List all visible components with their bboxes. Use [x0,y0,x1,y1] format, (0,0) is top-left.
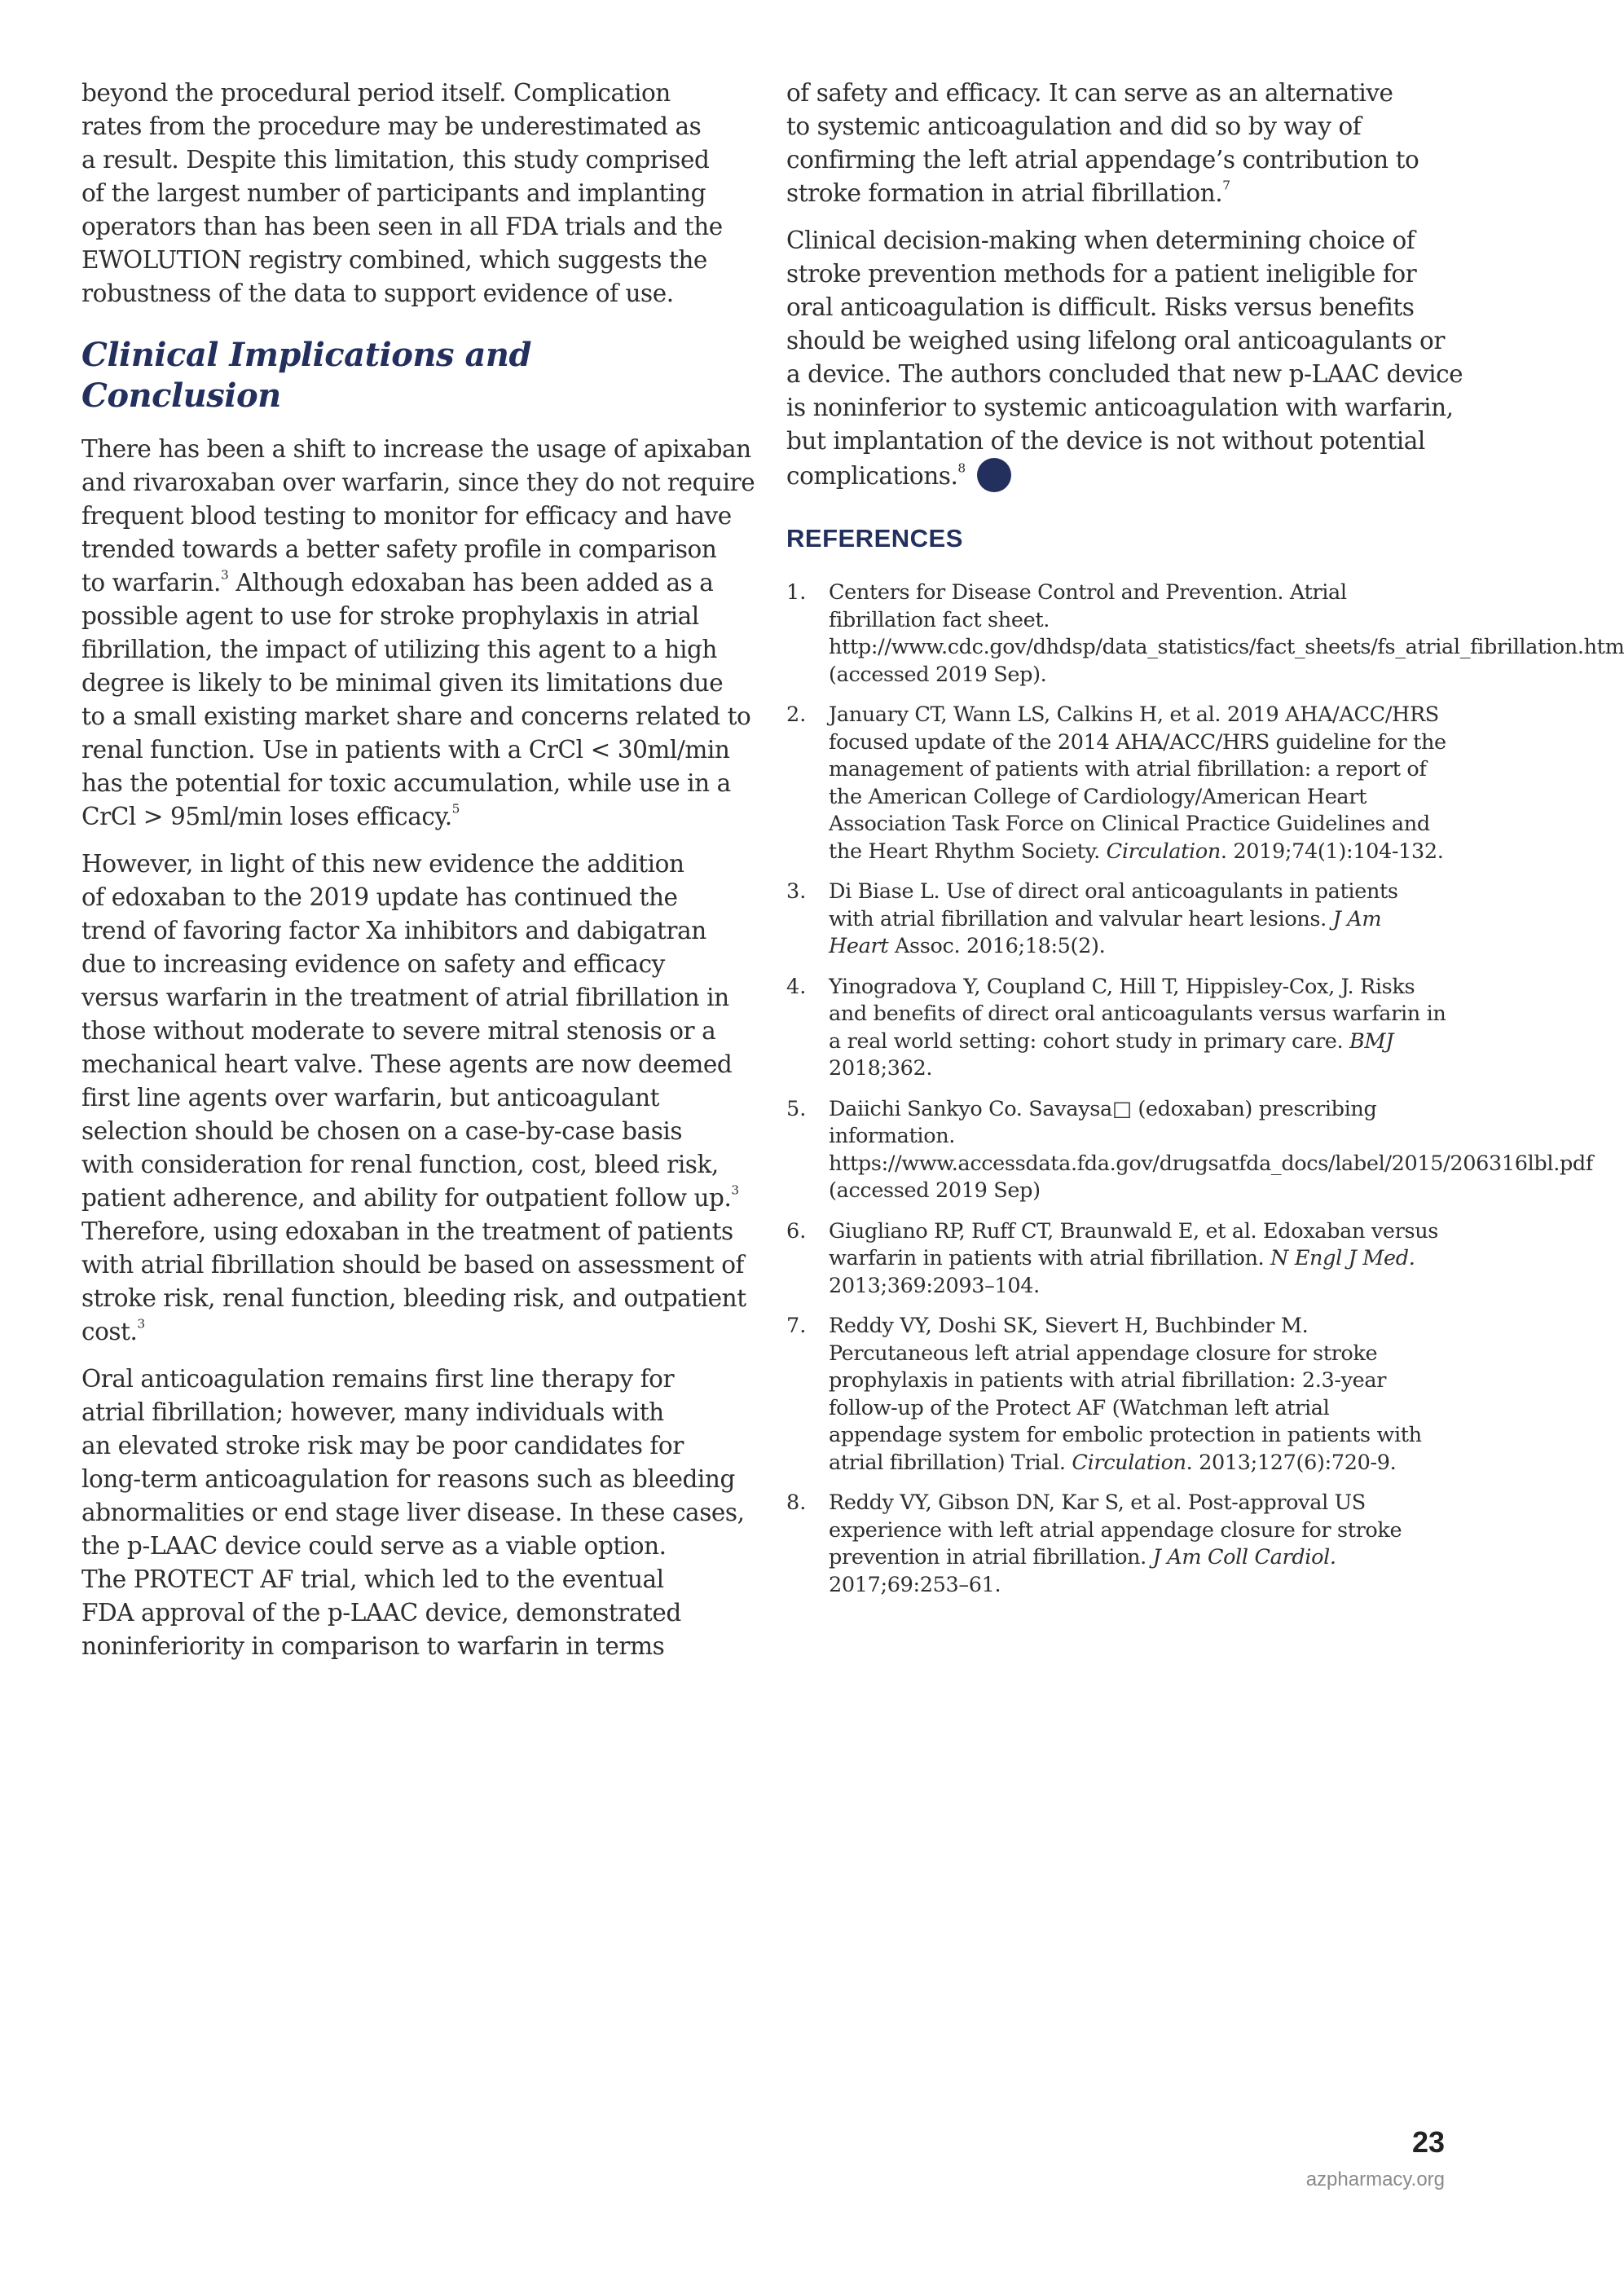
reference-text [829,878,1446,961]
citation-superscript: 5 [451,801,460,817]
text-line: The PROTECT AF trial, which led to the eventual [81,1565,664,1593]
text-line: first line agents over warfarin, but anticoagulant [81,1084,660,1112]
reference-journal: J Am Coll Cardiol. [1152,1545,1336,1570]
text-line: FDA approval of the p-LAAC device, demonstrated [81,1599,681,1627]
text-line: There has been a shift to increase the usage of apixaban [81,435,751,463]
text-line: confirming the left atrial appendage’s contribution to [786,146,1419,174]
text-line: Oral anticoagulation remains first line therapy for [81,1365,675,1393]
text-line: the p-LAAC device could serve as a viable option. [81,1532,667,1560]
text-line: stroke risk, renal function, bleeding risk, and outpatient [81,1284,746,1312]
text-line: to a small existing market share and concerns related to [81,702,751,730]
reference-details: . 2019;74(1):104-132. [1220,839,1444,864]
citation-superscript: 7 [1222,178,1230,193]
text-line: possible agent to use for stroke prophylaxis in atrial [81,602,699,630]
text-line: mechanical heart valve. These agents are now deemed [81,1050,733,1078]
reference-item [786,974,1446,1083]
reference-number: 7. [786,1314,807,1338]
line-text: CrCl > 95ml/min loses efficacy. [81,803,452,830]
text-line: versus warfarin in the treatment of atrial fibrillation in [81,984,729,1011]
end-of-article-dot-icon [977,458,1011,492]
text-line: robustness of the data to support evidence of use. [81,280,674,307]
references-heading: REFERENCES [786,524,963,553]
reference-citation: Reddy VY, Doshi SK, Sievert H, Buchbinder M. Percutaneous left atrial appendage closure for stroke prophylaxis in patients with atrial fibrillation: 2.3-year follow-up of the Protect AF (Watchman left atrial appendage system for embolic protection in patients with atrial fibrillation) Trial. [829,1314,1422,1475]
text-line: of safety and efficacy. It can serve as an alternative [786,79,1393,107]
line-text: stroke formation in atrial fibrillation. [786,179,1223,207]
text-line: fibrillation, the impact of utilizing this agent to a high [81,636,717,663]
reference-text [829,1313,1446,1477]
text-line: a result. Despite this limitation, this study comprised [81,146,710,174]
reference-item [786,1096,1593,1205]
paragraph-edoxaban-shift [81,433,755,834]
text-line: However, in light of this new evidence the addition [81,850,684,878]
reference-number: 3. [786,879,807,904]
reference-number: 8. [786,1490,807,1515]
text-line: trended towards a better safety profile in comparison [81,535,717,563]
reference-text [829,579,1624,689]
reference-text [829,1218,1446,1301]
text-line: Clinical decision-making when determining choice of [786,227,1415,254]
reference-citation: January CT, Wann LS, Calkins H, et al. 2019 AHA/ACC/HRS focused update of the 2014 AHA/ACC/HRS guideline for the management of patients with atrial fibrillation: a report of the American College of Cardiology/American Heart Association Task Force on Clinical Practice Guidelines and the Heart Rhythm Society. [829,702,1446,864]
paragraph-oral-anticoagulation [81,1363,745,1663]
text-line: but implantation of the device is not without potential [786,427,1425,455]
reference-citation: Reddy VY, Gibson DN, Kar S, et al. Post-approval US experience with left atrial appendage closure for stroke prevention in atrial fibrillation. [829,1490,1402,1570]
line-text: cost. [81,1318,138,1345]
text-line: with atrial fibrillation should be based on assessment of [81,1251,745,1279]
line-text: complications. [786,462,958,490]
reference-item [786,1218,1446,1301]
reference-details: Assoc. 2016;18:5(2). [888,934,1106,958]
text-line [81,800,733,834]
text-line: with consideration for renal function, cost, bleed risk, [81,1151,719,1178]
reference-journal: BMJ [1349,1028,1394,1054]
reference-details: . 2013;127(6):720-9. [1186,1450,1397,1475]
reference-details: 2013;369:2093–104. [829,1273,1040,1298]
text-line: degree is likely to be minimal given its limitations due [81,669,724,697]
text-line: due to increasing evidence on safety and efficacy [81,950,665,978]
paragraph-clinical-decision [786,224,1463,493]
reference-text [829,1096,1593,1205]
reference-number: 2. [786,702,807,727]
text-line: is noninferior to systemic anticoagulation with warfarin, [786,394,1454,421]
reference-item [786,702,1446,865]
reference-item [786,878,1446,961]
text-line: to systemic anticoagulation and did so by way of [786,112,1362,140]
section-heading: Clinical Implications and Conclusion [81,336,531,415]
citation-superscript: 8 [957,460,966,476]
text-line: has the potential for toxic accumulation, while use in a [81,769,731,797]
footer-website: azpharmacy.org [1305,2168,1445,2190]
references-list [786,579,1624,1599]
text-line: of the largest number of participants and implanting [81,179,706,207]
page-number: 23 [1411,2125,1445,2159]
text-line [81,566,733,600]
left-column [81,77,755,1663]
text-line: a device. The authors concluded that new p-LAAC device [786,360,1463,388]
citation-superscript: 3 [220,567,229,583]
reference-item [786,1490,1446,1599]
text-line: renal function. Use in patients with a CrCl < 30ml/min [81,736,730,764]
text-line: beyond the procedural period itself. Complication [81,79,671,107]
reference-item [786,579,1624,689]
reference-journal: N Engl J Med. [1270,1246,1415,1270]
text-line: an elevated stroke risk may be poor candidates for [81,1432,684,1459]
reference-number: 5. [786,1096,807,1121]
reference-citation: Yinogradova Y, Coupland C, Hill T, Hippisley-Cox, J. Risks and benefits of direct oral anticoagulants versus warfarin in a real world setting: cohort study in primary care. [829,974,1446,1054]
line-text: patient adherence, and ability for outpatient follow up. [81,1184,732,1212]
text-line: long-term anticoagulation for reasons such as bleeding [81,1465,735,1493]
text-line: stroke prevention methods for a patient ineligible for [786,260,1417,288]
reference-number: 1. [786,580,807,605]
text-line: should be weighed using lifelong oral anticoagulants or [786,327,1445,354]
text-line: rates from the procedure may be underestimated as [81,112,702,140]
reference-details: 2018;362. [829,1056,933,1081]
text-line: EWOLUTION registry combined, which suggests the [81,246,707,274]
text-line: Therefore, using edoxaban in the treatment of patients [81,1217,733,1245]
text-line: abnormalities or end stage liver disease. In these cases, [81,1499,745,1526]
text-line [786,177,1446,210]
reference-text [829,702,1446,865]
text-line [81,1315,733,1349]
reference-item [786,1313,1446,1477]
line-text: to warfarin. [81,569,221,597]
text-line: and rivaroxaban over warfarin, since they do not require [81,469,755,496]
reference-citation: Centers for Disease Control and Prevention. Atrial fibrillation fact sheet. http://www.cdc.gov/dhdsp/data_statistics/fact_sheets/fs_atrial_fibrillation.htm (accessed 2019 Sep). [829,580,1624,687]
text-line: of edoxaban to the 2019 update has continued the [81,883,678,911]
text-line [81,1182,739,1215]
line-text: Although edoxaban has been added as a [228,569,714,597]
text-line: operators than has been seen in all FDA trials and the [81,213,723,240]
text-line: trend of favoring factor Xa inhibitors and dabigatran [81,917,706,944]
reference-citation: Giugliano RP, Ruff CT, Braunwald E, et al. Edoxaban versus warfarin in patients with atrial fibrillation. [829,1218,1439,1270]
reference-journal: J Am Heart [829,906,1382,958]
text-line: frequent blood testing to monitor for efficacy and have [81,502,732,530]
citation-superscript: 3 [137,1316,145,1332]
text-line: atrial fibrillation; however, many individuals with [81,1398,664,1426]
reference-number: 4. [786,974,807,999]
text-line [786,458,1446,493]
text-line: noninferiority in comparison to warfarin in terms [81,1632,665,1660]
text-line: those without moderate to severe mitral stenosis or a [81,1017,716,1045]
text-line: selection should be chosen on a case-by-case basis [81,1117,683,1145]
reference-journal: Circulation [1072,1450,1186,1475]
reference-citation: Daiichi Sankyo Co. Savaysa□ (edoxaban) prescribing information. https://www.accessdata.fda.gov/drugsatfda_docs/label/2015/206316lbl.pdf (accessed 2019 Sep) [829,1096,1593,1203]
intro-paragraph [81,77,733,310]
reference-text [829,974,1446,1083]
paragraph-factor-xa [81,848,746,1349]
reference-number: 6. [786,1218,807,1244]
reference-text [829,1490,1446,1599]
reference-details: 2017;69:253–61. [829,1572,1001,1597]
paragraph-safety-efficacy [786,77,1446,210]
citation-superscript: 3 [731,1182,739,1198]
text-line: oral anticoagulation is difficult. Risks versus benefits [786,293,1415,321]
reference-citation: Di Biase L. Use of direct oral anticoagulants in patients with atrial fibrillation and valvular heart lesions. [829,879,1398,931]
right-column [786,77,1624,1612]
reference-journal: Circulation [1106,839,1221,864]
